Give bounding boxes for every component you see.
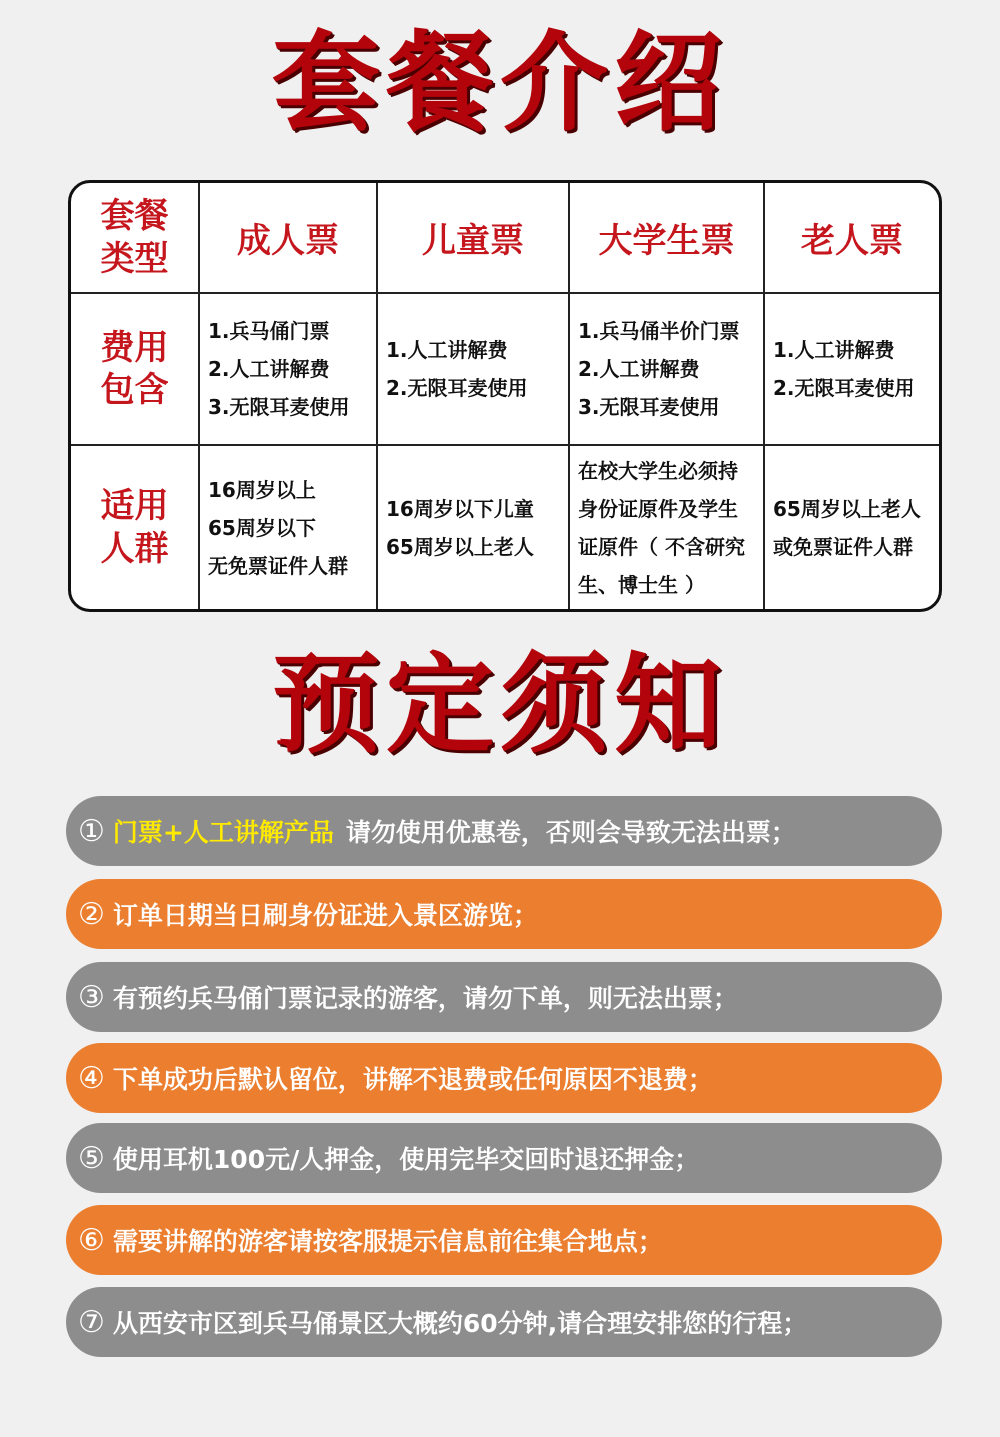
row-header: 费用 包含 (71, 294, 200, 446)
cell-line: 生、博士生 ） (578, 572, 705, 597)
notice-item (66, 879, 942, 949)
column-header: 成人票 (200, 183, 378, 294)
notice-item (66, 962, 942, 1032)
cell-line: 1.兵马俑半价门票 (578, 319, 740, 343)
cell-line: 无免票证件人群 (208, 553, 348, 578)
cell-line: 证原件（ 不含研究 (578, 534, 745, 559)
cell-line: 16周岁以下儿童 (386, 496, 534, 521)
cell-line: 1.兵马俑门票 (208, 319, 330, 343)
table-cell (570, 446, 765, 609)
notice-text: 有预约兵马俑门票记录的游客，请勿下单，则无法出票； (112, 984, 738, 1013)
notice-number: ① (78, 813, 105, 849)
cell-line: 16周岁以上 (208, 477, 316, 502)
notice-highlight: 门票+人工讲解产品 (112, 818, 334, 847)
cell-line: 或免票证件人群 (773, 534, 913, 559)
cell-line: 65周岁以下 (208, 515, 316, 540)
notice-number: ② (78, 896, 105, 932)
notice-text: 需要讲解的游客请按客服提示信息前往集合地点； (112, 1227, 663, 1256)
notice-item (66, 796, 942, 866)
cell-line: 在校大学生必须持 (578, 458, 738, 483)
table-cell (765, 294, 939, 446)
notice-number: ⑤ (78, 1140, 105, 1176)
cell-line: 3.无限耳麦使用 (208, 395, 350, 419)
notice-number: ⑦ (78, 1304, 105, 1340)
row-header: 适用 人群 (71, 446, 200, 609)
notice-text: 订单日期当日刷身份证进入景区游览； (112, 901, 538, 930)
cell-line: 65周岁以上老人 (386, 534, 534, 559)
cell-line: 65周岁以上老人 (773, 496, 921, 521)
cell-line: 身份证原件及学生 (578, 496, 738, 521)
column-header: 儿童票 (378, 183, 570, 294)
cell-line: 2.无限耳麦使用 (773, 376, 915, 400)
notice-item (66, 1205, 942, 1275)
notice-item (66, 1123, 942, 1193)
column-header: 老人票 (765, 183, 939, 294)
notice-text: 从西安市区到兵马俑景区大概约60分钟,请合理安排您的行程； (112, 1309, 808, 1338)
column-header: 大学生票 (570, 183, 765, 294)
table-cell (378, 294, 570, 446)
cell-line: 2.人工讲解费 (208, 357, 330, 381)
notice-text: 请勿使用优惠卷，否则会导致无法出票； (345, 818, 796, 847)
booking-notice-title: 预定须知 (271, 643, 728, 768)
cell-line: 2.无限耳麦使用 (386, 376, 528, 400)
cell-line: 3.无限耳麦使用 (578, 395, 720, 419)
notice-item (66, 1287, 942, 1357)
notice-item (66, 1043, 942, 1113)
cell-line: 1.人工讲解费 (386, 338, 508, 362)
table-cell (765, 446, 939, 609)
package-table (68, 180, 942, 612)
package-intro-title: 套餐介绍 (271, 21, 728, 146)
notice-number: ③ (78, 979, 105, 1015)
table-cell (200, 294, 378, 446)
notice-number: ⑥ (78, 1222, 105, 1258)
table-corner-header: 套餐 类型 (71, 183, 200, 294)
package-table-grid (71, 183, 939, 609)
cell-line: 1.人工讲解费 (773, 338, 895, 362)
notice-text: 下单成功后默认留位，讲解不退费或任何原因不退费； (112, 1065, 713, 1094)
table-cell (200, 446, 378, 609)
table-cell (378, 446, 570, 609)
notice-text: 使用耳机100元/人押金，使用完毕交回时退还押金； (112, 1145, 700, 1174)
notice-number: ④ (78, 1060, 105, 1096)
table-cell (570, 294, 765, 446)
cell-line: 2.人工讲解费 (578, 357, 700, 381)
